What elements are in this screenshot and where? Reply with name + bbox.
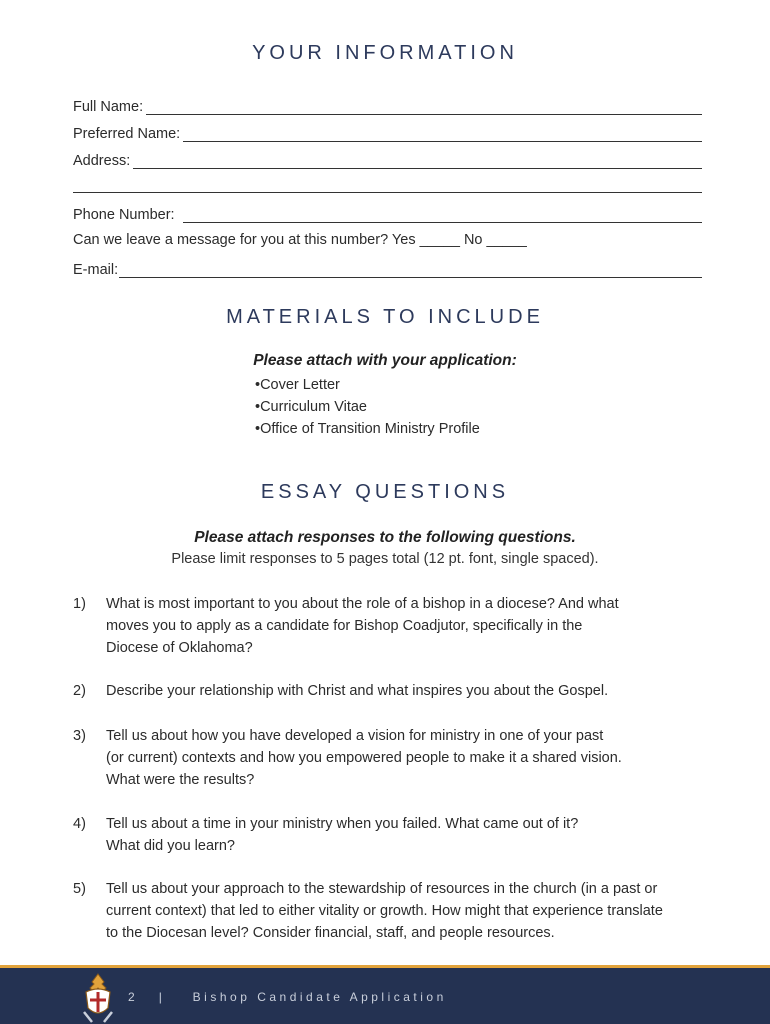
email-line: [119, 262, 702, 278]
question-line: current context) that led to either vitality or growth. How might that experience translate: [106, 903, 663, 919]
full-name-line: [146, 99, 702, 115]
full-name-field[interactable]: [73, 95, 702, 115]
materials-heading: MATERIALS TO INCLUDE: [226, 306, 544, 328]
list-item: • Cover Letter: [255, 374, 480, 396]
footer-separator: |: [158, 990, 166, 1004]
question-line: Tell us about your approach to the stewardship of resources in the church (in a past or: [106, 881, 658, 897]
question-line: Describe your relationship with Christ and what inspires you about the Gospel.: [106, 683, 609, 699]
preferred-name-field[interactable]: [73, 122, 702, 142]
essay-question-2: [73, 680, 713, 702]
essay-heading: ESSAY QUESTIONS: [260, 481, 510, 503]
list-item: • Office of Transition Ministry Profile: [255, 418, 480, 440]
question-number: 5): [73, 881, 86, 897]
preferred-name-label: Preferred Name:: [73, 126, 181, 142]
footer-title: Bishop Candidate Application: [192, 990, 447, 1004]
essay-question-4: [73, 813, 713, 857]
question-line: to the Diocesan level? Consider financial, staff, and people resources.: [106, 925, 555, 941]
phone-field[interactable]: [73, 203, 702, 223]
message-question: Can we leave a message for you at this number? Yes _____ No _____: [73, 232, 527, 248]
question-line: Diocese of Oklahoma?: [106, 640, 253, 656]
essay-question-5: [73, 878, 713, 944]
question-number: 2): [73, 683, 86, 699]
your-information-heading: YOUR INFORMATION: [252, 42, 518, 64]
question-number: 4): [73, 816, 86, 832]
question-line: moves you to apply as a candidate for Bishop Coadjutor, specifically in the: [106, 618, 583, 634]
phone-label: Phone Number:: [73, 207, 175, 223]
preferred-name-line: [183, 126, 702, 142]
diocese-seal-icon: [78, 972, 118, 1024]
phone-line: [183, 207, 702, 223]
address-line: [133, 153, 702, 169]
email-label: E-mail:: [73, 262, 119, 278]
essay-note: Please limit responses to 5 pages total (12 pt. font, single spaced).: [171, 551, 599, 567]
materials-subhead: Please attach with your application:: [253, 352, 517, 369]
essay-question-3: [73, 725, 713, 791]
question-number: 3): [73, 728, 86, 744]
materials-list: [255, 374, 480, 440]
question-line: What is most important to you about the role of a bishop in a diocese? And what: [106, 596, 619, 612]
address-field[interactable]: [73, 149, 702, 169]
email-field[interactable]: [73, 258, 702, 278]
full-name-label: Full Name:: [73, 99, 144, 115]
question-line: (or current) contexts and how you empowered people to make it a shared vision.: [106, 750, 622, 766]
list-item: • Curriculum Vitae: [255, 396, 480, 418]
footer-caption: [128, 990, 447, 1004]
address-label: Address:: [73, 153, 131, 169]
question-number: 1): [73, 596, 86, 612]
footer-page-number: 2: [128, 990, 139, 1004]
address-second-line[interactable]: [73, 192, 702, 193]
essay-subhead: Please attach responses to the following questions.: [194, 529, 576, 546]
question-line: What were the results?: [106, 772, 255, 788]
question-line: Tell us about how you have developed a vision for ministry in one of your past: [106, 728, 604, 744]
question-line: Tell us about a time in your ministry when you failed. What came out of it?: [106, 816, 579, 832]
question-line: What did you learn?: [106, 838, 235, 854]
essay-question-1: [73, 593, 713, 659]
